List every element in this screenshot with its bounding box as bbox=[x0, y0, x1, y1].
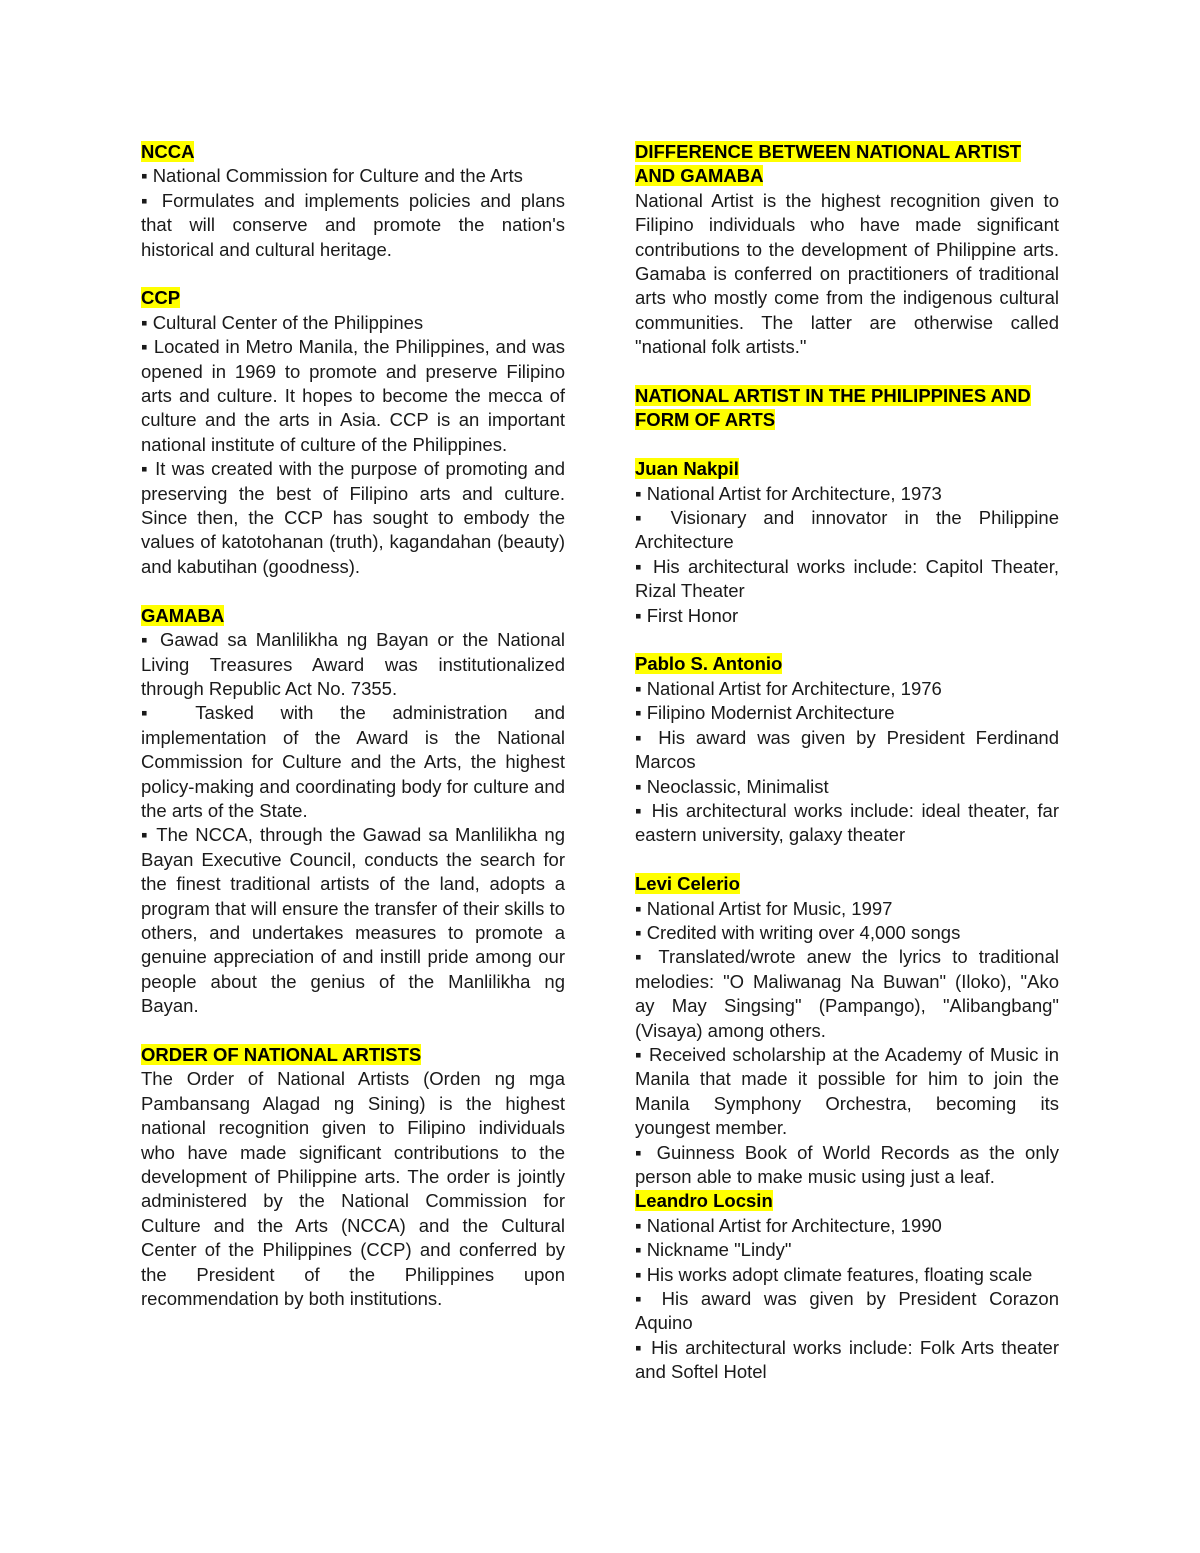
gamaba-bullet: ▪ Gawad sa Manlilikha ng Bayan or the National Living Treasures Award was institutionalized through Republic Act No. 7355. bbox=[141, 629, 565, 699]
artist-bullet: ▪ National Artist for Music, 1997 bbox=[635, 897, 893, 919]
artist-bullet: ▪ His architectural works include: ideal theater, far eastern university, galaxy theater bbox=[635, 799, 1059, 846]
difference-paragraph: National Artist is the highest recognition given to Filipino individuals who have made significant contributions to the development of Philippine arts. Gamaba is conferred on practitioners of traditional arts who mostly come from the indigenous cultural communities. The latter are otherwise called "national folk artists." bbox=[635, 189, 1059, 358]
left-column bbox=[141, 140, 565, 1336]
artist-bullet: ▪ His architectural works include: Capitol Theater, Rizal Theater bbox=[635, 555, 1059, 602]
gamaba-bullet: ▪ The NCCA, through the Gawad sa Manlilikha ng Bayan Executive Council, conducts the search for the finest traditional artists of the land, adopts a program that will ensure the transfer of their skills to others, and undertakes measures to promote a genuine appreciation of and instill pride among our people about the genius of the Manlilikha ng Bayan. bbox=[141, 824, 565, 1017]
right-column bbox=[635, 140, 1059, 1409]
artist-bullet: ▪ National Artist for Architecture, 1976 bbox=[635, 677, 942, 699]
artist-bullet: ▪ National Artist for Architecture, 1990 bbox=[635, 1214, 942, 1236]
ncca-bullet: ▪ National Commission for Culture and the Arts bbox=[141, 165, 523, 187]
order-heading: ORDER OF NATIONAL ARTISTS bbox=[141, 1043, 422, 1065]
ccp-bullet: ▪ Cultural Center of the Philippines bbox=[141, 311, 424, 333]
ccp-bullet: ▪ Located in Metro Manila, the Philippines, and was opened in 1969 to promote and preserve Filipino arts and culture. It hopes to become the mecca of culture and the arts in Asia. CCP is an important national institute of culture of the Philippines. bbox=[141, 336, 565, 455]
order-paragraph: The Order of National Artists (Orden ng mga Pambansang Alagad ng Sining) is the highest national recognition given to Filipino individuals who have made significant contributions to the development of Philippine arts. The order is jointly administered by the National Commission for Culture and the Arts (NCCA) and the Cultural Center of the Philippines (CCP) and conferred by the President of the Philippines upon recommendation by both institutions. bbox=[141, 1068, 565, 1310]
artist-celerio bbox=[635, 872, 1059, 1189]
gamaba-heading: GAMABA bbox=[141, 604, 225, 626]
artist-bullet: ▪ National Artist for Architecture, 1973 bbox=[635, 482, 942, 504]
difference-heading: DIFFERENCE BETWEEN NATIONAL ARTIST AND GAMABA bbox=[635, 141, 1022, 187]
ncca-section bbox=[141, 140, 565, 262]
artist-name: Levi Celerio bbox=[635, 873, 740, 895]
ncca-heading: NCCA bbox=[141, 141, 195, 162]
gamaba-bullet: ▪ Tasked with the administration and implementation of the Award is the National Commission for Culture and the Arts, the highest policy-making and coordinating body for culture and the arts of the State. bbox=[141, 702, 565, 821]
artist-bullet: ▪ Credited with writing over 4,000 songs bbox=[635, 921, 961, 943]
artist-bullet: ▪ Visionary and innovator in the Philippine Architecture bbox=[635, 507, 1059, 553]
national-artists-section bbox=[635, 384, 1059, 433]
national-artists-heading: NATIONAL ARTIST IN THE PHILIPPINES AND FORM OF ARTS bbox=[635, 385, 1031, 431]
artist-bullet: ▪ Nickname "Lindy" bbox=[635, 1239, 792, 1261]
ccp-bullet: ▪ It was created with the purpose of promoting and preserving the best of Filipino arts and culture. Since then, the CCP has sought to embody the values of katotohanan (truth), kagandahan (beauty) and kabutihan (goodness). bbox=[141, 458, 565, 577]
artist-name: Pablo S. Antonio bbox=[635, 653, 783, 675]
artist-bullet: ▪ His award was given by President Corazon Aquino bbox=[635, 1288, 1059, 1334]
artist-bullet: ▪ His award was given by President Ferdinand Marcos bbox=[635, 726, 1059, 773]
artist-antonio bbox=[635, 652, 1059, 847]
gamaba-section bbox=[141, 604, 565, 1019]
difference-section bbox=[635, 140, 1059, 360]
artist-name: Leandro Locsin bbox=[635, 1190, 773, 1212]
order-section bbox=[141, 1043, 565, 1311]
artist-bullet: ▪ Neoclassic, Minimalist bbox=[635, 775, 829, 797]
ccp-section bbox=[141, 286, 565, 579]
artist-bullet: ▪ His architectural works include: Folk Arts theater and Softel Hotel bbox=[635, 1336, 1059, 1383]
artist-bullet: ▪ Filipino Modernist Architecture bbox=[635, 702, 895, 724]
artist-bullet: ▪ His works adopt climate features, floating scale bbox=[635, 1263, 1033, 1285]
artist-bullet: ▪ First Honor bbox=[635, 604, 739, 626]
artist-bullet: ▪ Received scholarship at the Academy of Music in Manila that made it possible for him to join the Manila Symphony Orchestra, becoming its youngest member. bbox=[635, 1043, 1059, 1139]
artist-nakpil bbox=[635, 457, 1059, 628]
artist-locsin bbox=[635, 1189, 1059, 1384]
artist-bullet: ▪ Guinness Book of World Records as the only person able to make music using just a leaf. bbox=[635, 1141, 1059, 1187]
ccp-heading: CCP bbox=[141, 287, 181, 309]
artist-bullet: ▪ Translated/wrote anew the lyrics to traditional melodies: "O Maliwanag Na Buwan" (Iloko), "Ako ay May Singsing" (Pampango), "Alibangbang" (Visaya) among others. bbox=[635, 946, 1059, 1041]
artist-name: Juan Nakpil bbox=[635, 458, 739, 480]
ncca-bullet: ▪ Formulates and implements policies and plans that will conserve and promote the nation's historical and cultural heritage. bbox=[141, 189, 565, 260]
